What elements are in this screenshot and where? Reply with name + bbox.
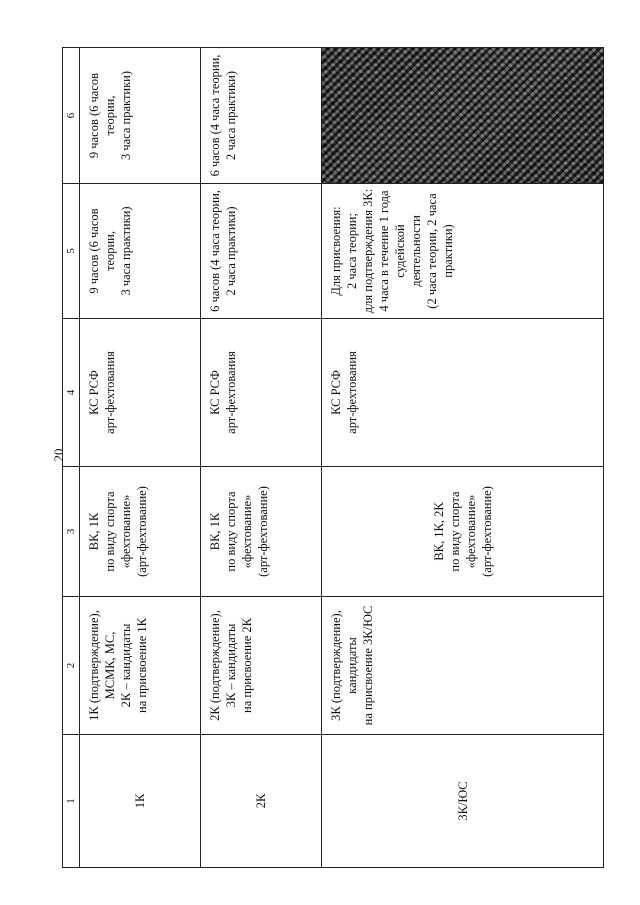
organizer-cell: [80, 319, 201, 467]
text-line: 2 часа практики): [224, 206, 239, 296]
text-line: 2 часа практики): [224, 70, 239, 161]
text-line: 1К (подтверждение),: [87, 610, 102, 721]
text-line: 9 часов (6 часов теории,: [87, 208, 118, 294]
text-line: ВК, 1К: [208, 512, 223, 551]
text-line: (2 часа теории, 2 часа: [425, 193, 440, 309]
instructors-cell: [201, 467, 322, 597]
hours-cell: [80, 48, 201, 184]
text-line: (арт-фехтование): [135, 486, 150, 577]
text-line: на присвоение 2К: [240, 618, 255, 713]
text-line: по виду спорта: [103, 491, 118, 572]
header-cell: 6: [63, 48, 80, 184]
text-line: судейской деятельности: [393, 215, 424, 287]
instructors-cell: [80, 467, 201, 597]
header-row: [63, 48, 80, 868]
header-cell: 1: [63, 735, 80, 868]
text-line: на присвоение 3К/ЮС: [361, 605, 376, 726]
page-number: 20: [51, 448, 66, 462]
organizer-cell: [201, 319, 322, 467]
hours-cell: [322, 184, 604, 319]
hours-cell: [201, 48, 322, 184]
text-line: 2К – кандидаты: [119, 623, 134, 708]
participants-cell: [201, 597, 322, 735]
text-line: КС РСФ: [329, 370, 344, 415]
text-line: арт-фехтования: [345, 351, 360, 434]
text-line: (арт-фехтование): [479, 486, 494, 577]
hatched-empty-cell: [322, 48, 604, 184]
text-line: 3 часа практики): [119, 206, 134, 296]
header-cell: 5: [63, 184, 80, 319]
category-cell: 2К: [201, 735, 322, 868]
text-line: 2 часа теории;: [345, 213, 360, 289]
text-line: 6 часов (4 часа теории,: [208, 190, 223, 312]
text-line: для подтверждения 3К:: [361, 188, 376, 314]
text-line: на присвоение 1К: [135, 618, 150, 713]
text-line: (арт-фехтование): [256, 486, 271, 577]
organizer-cell: [322, 319, 604, 467]
text-line: кандидаты: [345, 637, 360, 694]
participants-cell: [80, 597, 201, 735]
text-line: «фехтование»: [119, 494, 134, 569]
text-line: 6 часов (4 часа теории,: [208, 54, 223, 177]
participants-cell: [322, 597, 604, 735]
table-row: [201, 48, 322, 868]
text-line: 3К (подтверждение),: [329, 610, 344, 721]
header-cell: 3: [63, 467, 80, 597]
hours-cell: [80, 184, 201, 319]
text-line: 3 часа практики): [119, 70, 134, 161]
text-line: 3К – кандидаты: [224, 623, 239, 708]
text-line: КС РСФ: [208, 370, 223, 415]
text-line: 2К (подтверждение),: [208, 610, 223, 721]
text-line: по виду спорта: [224, 491, 239, 572]
text-line: МСМК, МС,: [103, 631, 118, 700]
text-line: «фехтование»: [463, 494, 478, 569]
qualification-table: [62, 47, 604, 868]
instructors-cell: [322, 467, 604, 597]
header-cell: 2: [63, 597, 80, 735]
hours-cell: [201, 184, 322, 319]
text-line: по виду спорта: [447, 491, 462, 572]
text-line: 4 часа в течение 1 года: [377, 190, 392, 312]
header-cell: 4: [63, 319, 80, 467]
text-line: арт-фехтования: [103, 351, 118, 434]
text-line: практики): [441, 224, 456, 278]
text-line: «фехтование»: [240, 494, 255, 569]
text-line: Для присвоения:: [329, 206, 344, 296]
text-line: арт-фехтования: [224, 351, 239, 434]
category-cell: 1К: [80, 735, 201, 868]
table-row: [80, 48, 201, 868]
text-line: ВК, 1К, 2К: [431, 502, 446, 561]
text-line: КС РСФ: [87, 370, 102, 415]
category-cell: 3К/ЮС: [322, 735, 604, 868]
text-line: 9 часов (6 часов теории,: [87, 72, 118, 159]
text-line: ВК, 1К: [87, 512, 102, 551]
rotated-table-container: [62, 48, 620, 868]
table-row: [322, 48, 604, 868]
